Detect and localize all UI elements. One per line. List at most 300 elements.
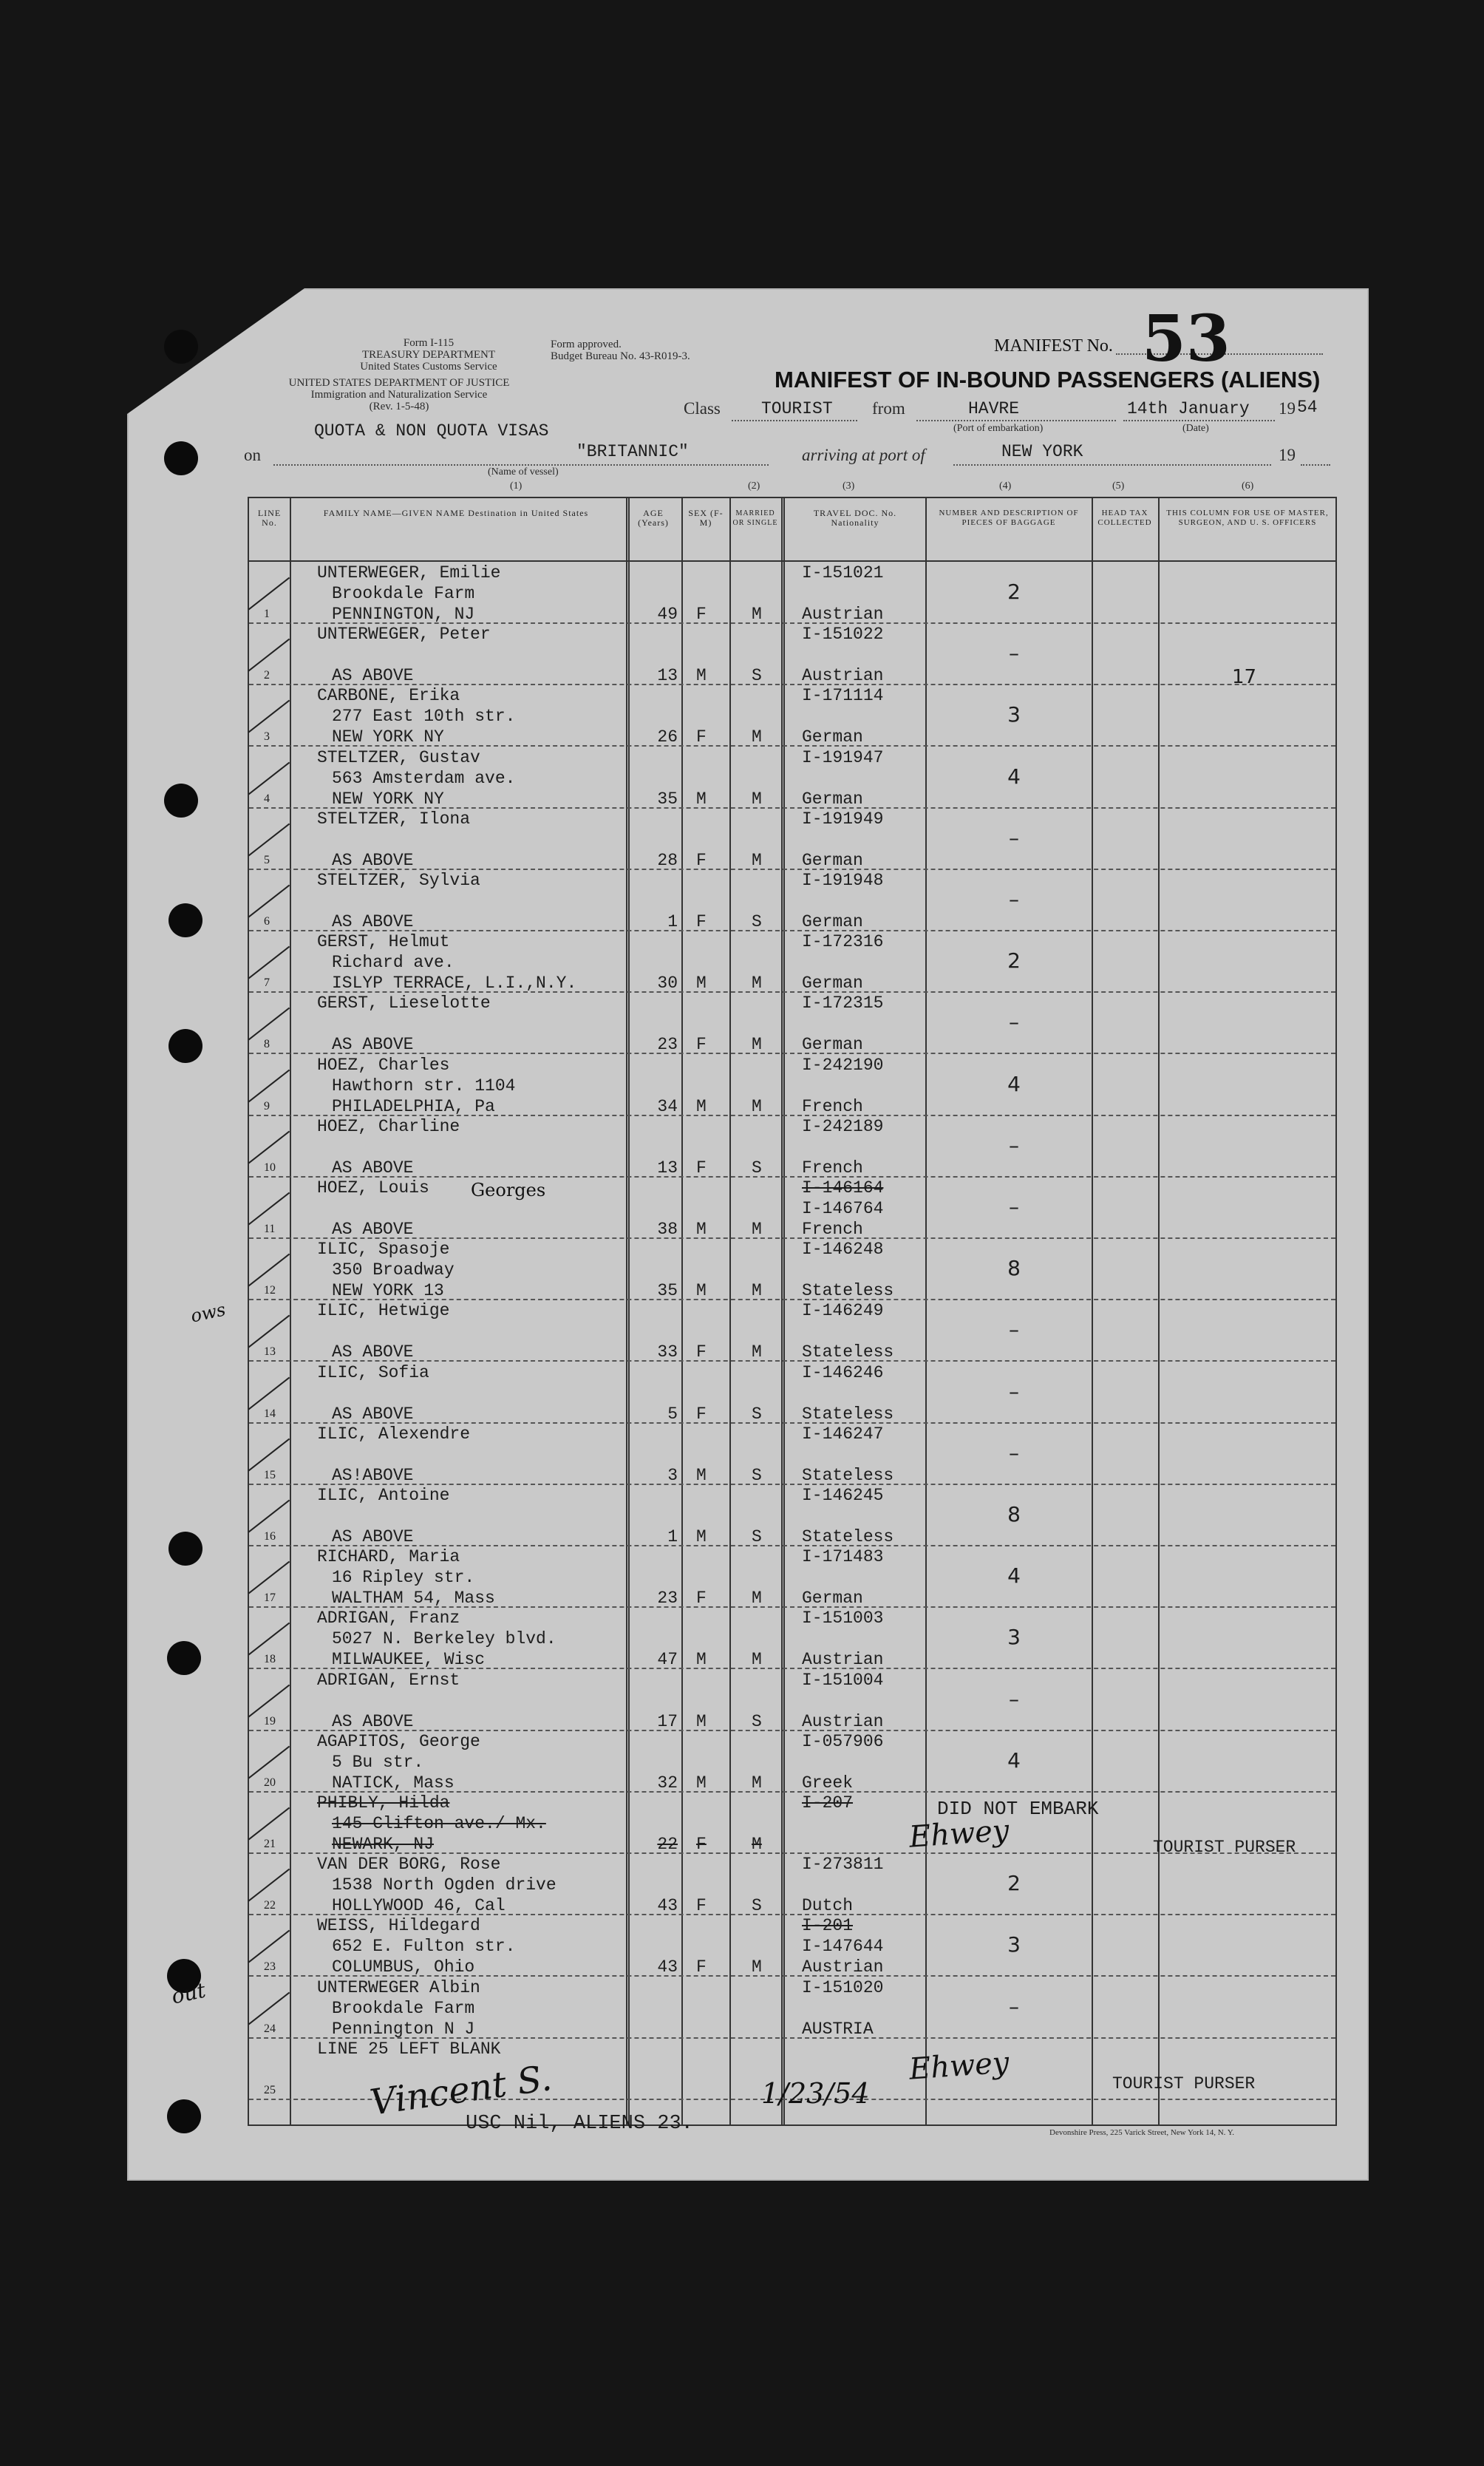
age-value: 35	[657, 1281, 678, 1301]
purser-title-2: TOURIST PURSER	[1112, 2074, 1256, 2093]
check-mark	[248, 639, 290, 672]
destination: NEW YORK 13	[332, 1281, 444, 1301]
line-number: 25	[264, 2083, 276, 2096]
form-revision: (Rev. 1-5-48)	[369, 401, 429, 412]
travel-doc-number-corrected: I-147644	[802, 1937, 884, 1957]
row-divider	[249, 684, 1335, 685]
marital-status: M	[752, 1650, 762, 1670]
sex-value: M	[696, 974, 707, 993]
check-mark	[248, 700, 290, 733]
binder-hole	[164, 784, 198, 818]
marital-status: M	[752, 1589, 762, 1609]
marital-status: S	[752, 912, 762, 931]
line-number: 5	[264, 853, 270, 866]
travel-doc-number: I-146246	[802, 1362, 884, 1382]
travel-doc-number: I-146245	[802, 1486, 884, 1505]
age-value: 43	[657, 1957, 678, 1977]
travel-doc-number: I-146248	[802, 1240, 884, 1260]
address-line: 563 Amsterdam ave.	[332, 768, 516, 788]
check-mark	[248, 823, 290, 856]
baggage-count: 8	[1007, 1502, 1021, 1526]
line-number: 2	[264, 669, 270, 682]
manifest-no-label: MANIFEST No.	[994, 336, 1113, 356]
baggage-count: 4	[1007, 1071, 1021, 1096]
age-value: 30	[657, 974, 678, 993]
check-mark	[248, 1623, 290, 1656]
destination: AS!ABOVE	[332, 1465, 414, 1485]
baggage-count: –	[1009, 1132, 1019, 1158]
passenger-name: RICHARD, Maria	[317, 1547, 460, 1567]
row-divider	[249, 1053, 1335, 1054]
age-value: 1	[667, 1527, 678, 1546]
check-mark	[248, 1930, 290, 1963]
passenger-name: ILIC, Antoine	[317, 1486, 450, 1505]
binder-hole	[167, 2099, 201, 2133]
col-age: AGE (Years)	[638, 508, 669, 528]
passenger-name: ADRIGAN, Franz	[317, 1609, 460, 1628]
table-row	[249, 1363, 1335, 1424]
nationality: German	[802, 727, 863, 747]
col-headtax: HEAD TAX COLLECTED	[1097, 509, 1152, 527]
row-divider	[249, 807, 1335, 809]
marital-status: M	[752, 1281, 762, 1301]
age-value: 28	[657, 850, 678, 870]
binder-hole	[169, 1029, 202, 1063]
marital-status: M	[752, 1957, 762, 1977]
row-divider	[249, 1914, 1335, 1915]
col-index-3: (3)	[843, 480, 855, 492]
nationality: Austrian	[802, 1711, 884, 1731]
destination: AS ABOVE	[332, 1158, 414, 1178]
line-number: 9	[264, 1099, 270, 1113]
nationality: Austrian	[802, 1650, 884, 1670]
marital-status: S	[752, 1711, 762, 1731]
travel-doc-number: I-151021	[802, 563, 884, 582]
destination: PENNINGTON, NJ	[332, 605, 475, 624]
destination: AS ABOVE	[332, 1035, 414, 1055]
nationality: Dutch	[802, 1896, 854, 1916]
passenger-name: UNTERWEGER, Peter	[317, 625, 491, 645]
binder-hole	[164, 441, 198, 475]
age-value: 3	[667, 1465, 678, 1485]
passenger-name: UNTERWEGER Albin	[317, 1977, 480, 1997]
nationality: German	[802, 1035, 863, 1055]
table-row	[249, 932, 1335, 993]
row-divider	[249, 2037, 1335, 2039]
row-divider	[249, 1422, 1335, 1424]
passenger-name: STELTZER, Ilona	[317, 809, 471, 829]
travel-doc-number: I-207	[802, 1793, 854, 1813]
travel-doc-number: I-146164	[802, 1178, 884, 1198]
marital-status: M	[752, 789, 762, 809]
col-line: LINE No.	[257, 508, 282, 528]
passenger-name: ILIC, Hetwige	[317, 1301, 450, 1321]
col-baggage: NUMBER AND DESCRIPTION OF PIECES OF BAGGAGE	[939, 509, 1079, 527]
age-value: 23	[657, 1035, 678, 1055]
ins-name: Immigration and Naturalization Service	[310, 389, 488, 401]
col-index-6: (6)	[1242, 480, 1254, 492]
line-number: 14	[264, 1407, 276, 1420]
table-row	[249, 871, 1335, 932]
sex-value: F	[696, 605, 707, 624]
usc-summary: USC Nil, ALIENS 23.	[466, 2113, 693, 2135]
age-value: 13	[657, 666, 678, 686]
travel-doc-number: I-146249	[802, 1301, 884, 1321]
passenger-name: LINE 25 LEFT BLANK	[317, 2039, 501, 2059]
passenger-name: ILIC, Sofia	[317, 1362, 429, 1382]
travel-doc-number: I-172316	[802, 932, 884, 952]
address-line: 5027 N. Berkeley blvd.	[332, 1629, 556, 1649]
baggage-count: –	[1009, 1440, 1019, 1465]
justice-header	[244, 377, 554, 412]
nationality: Stateless	[802, 1342, 894, 1362]
passenger-name: GERST, Lieselotte	[317, 993, 491, 1013]
binder-hole	[169, 1532, 202, 1566]
baggage-count: –	[1009, 1379, 1019, 1404]
address-line: Richard ave.	[332, 953, 455, 973]
sex-value: M	[696, 1220, 707, 1239]
nationality: Austrian	[802, 605, 884, 624]
baggage-count: 2	[1007, 1871, 1021, 1896]
check-mark	[248, 1869, 290, 1902]
binder-hole	[169, 903, 202, 937]
address-line: 652 E. Fulton str.	[332, 1937, 516, 1957]
nationality: German	[802, 912, 863, 931]
header-divider	[249, 560, 1335, 562]
line-number: 1	[264, 608, 270, 620]
form-number: Form I-115	[403, 337, 455, 349]
table-row	[249, 625, 1335, 689]
check-mark	[248, 1008, 290, 1041]
baggage-count: 8	[1007, 1256, 1021, 1281]
col-index-4: (4)	[999, 480, 1012, 492]
form-header-left	[347, 337, 510, 373]
row-divider	[249, 1730, 1335, 1731]
nationality: Stateless	[802, 1281, 894, 1301]
travel-doc-number: I-151020	[802, 1977, 884, 1997]
sex-value: M	[696, 1281, 707, 1301]
passenger-name: WEISS, Hildegard	[317, 1916, 480, 1936]
table-row	[249, 1486, 1335, 1547]
line-number: 24	[264, 2022, 276, 2035]
baggage-count: 3	[1007, 702, 1021, 727]
nationality: German	[802, 1589, 863, 1609]
marital-status: M	[752, 1035, 762, 1055]
year-value: 54	[1297, 398, 1318, 417]
marital-status: S	[752, 1158, 762, 1178]
line-number: 10	[264, 1161, 276, 1174]
class-line	[732, 420, 857, 421]
line-number: 20	[264, 1776, 276, 1789]
nationality: Austrian	[802, 666, 884, 686]
table-row	[249, 1671, 1335, 1732]
class-value: TOURIST	[761, 399, 833, 418]
sex-value: M	[696, 666, 707, 686]
check-mark	[248, 1130, 290, 1164]
sex-value: M	[696, 1527, 707, 1546]
handwritten-given-name: Georges	[471, 1180, 546, 1200]
travel-doc-number: I-242190	[802, 1055, 884, 1075]
table-row	[249, 1301, 1335, 1362]
age-value: 38	[657, 1220, 678, 1239]
col-doc: TRAVEL DOC. No. Nationality	[813, 508, 897, 528]
baggage-count: –	[1009, 1195, 1019, 1219]
address-line: Brookdale Farm	[332, 584, 475, 603]
line-number: 23	[264, 1960, 276, 1974]
line-number: 16	[264, 1530, 276, 1543]
baggage-count: 4	[1007, 1747, 1021, 1773]
margin-note: ows	[188, 1299, 228, 1327]
inspector-signature: Vincent S.	[367, 2057, 554, 2124]
baggage-count: 2	[1007, 948, 1021, 974]
year-prefix: 19	[1279, 399, 1296, 418]
embark-port: HAVRE	[968, 399, 1020, 418]
sex-value: M	[696, 1711, 707, 1731]
row-divider	[249, 1299, 1335, 1300]
treasury-dept: TREASURY DEPARTMENT	[361, 349, 496, 361]
table-row	[249, 1855, 1335, 1916]
sex-value: F	[696, 1896, 707, 1916]
line-number: 13	[264, 1345, 276, 1359]
travel-doc-number: I-171483	[802, 1547, 884, 1567]
row-divider	[249, 1360, 1335, 1362]
nationality: Austrian	[802, 1957, 884, 1977]
check-mark	[248, 1315, 290, 1348]
sex-value: F	[696, 1404, 707, 1424]
row-divider	[249, 745, 1335, 747]
table-row	[249, 809, 1335, 871]
margin-note: out	[169, 1977, 208, 2009]
table-row	[249, 1056, 1335, 1117]
travel-doc-number: I-171114	[802, 686, 884, 706]
age-value: 17	[657, 1711, 678, 1731]
nationality: Stateless	[802, 1527, 894, 1546]
age-value: 33	[657, 1342, 678, 1362]
line-number: 12	[264, 1284, 276, 1297]
age-value: 32	[657, 1773, 678, 1793]
check-mark	[248, 1745, 290, 1779]
age-value: 26	[657, 727, 678, 747]
age-value: 35	[657, 789, 678, 809]
travel-doc-number: I-201	[802, 1916, 854, 1936]
destination: NEW YORK NY	[332, 727, 444, 747]
marital-status: M	[752, 1096, 762, 1116]
check-mark	[248, 1500, 290, 1533]
passenger-name: HOEZ, Charles	[317, 1055, 450, 1075]
check-mark	[248, 761, 290, 795]
destination: AS ABOVE	[332, 1220, 414, 1239]
marital-status: M	[752, 1835, 762, 1854]
arrival-date: 14th January	[1127, 399, 1250, 418]
table-row	[249, 686, 1335, 747]
line-number: 11	[264, 1223, 276, 1235]
col-index-2: (2)	[748, 480, 760, 492]
travel-doc-number: I-191947	[802, 747, 884, 767]
address-line: 145 Clifton ave./ Mx.	[332, 1814, 546, 1833]
destination: AS ABOVE	[332, 666, 414, 686]
sex-value: F	[696, 1957, 707, 1977]
passenger-name: STELTZER, Gustav	[317, 747, 480, 767]
sex-value: M	[696, 1773, 707, 1793]
nationality: German	[802, 974, 863, 993]
baggage-count: 2	[1007, 580, 1021, 604]
address-line: Hawthorn str. 1104	[332, 1076, 516, 1096]
vessel-caption: (Name of vessel)	[488, 466, 559, 478]
table-row	[249, 1117, 1335, 1178]
arrival-year-line	[1301, 464, 1330, 466]
col-name: FAMILY NAME—GIVEN NAME Destination in United States	[323, 508, 589, 518]
age-value: 23	[657, 1589, 678, 1609]
binder-hole	[164, 330, 198, 364]
destination: AS ABOVE	[332, 1527, 414, 1546]
address-line: 350 Broadway	[332, 1260, 455, 1280]
travel-doc-number-corrected: I-146764	[802, 1199, 884, 1218]
line-number: 15	[264, 1468, 276, 1481]
address-line: 16 Ripley str.	[332, 1568, 475, 1588]
binder-hole	[167, 1641, 201, 1675]
arriving-label: arriving at port of	[802, 446, 925, 464]
check-mark	[248, 1561, 290, 1594]
check-mark	[248, 1192, 290, 1226]
passenger-name: AGAPITOS, George	[317, 1731, 480, 1751]
destination: NEWARK, NJ	[332, 1835, 435, 1854]
marital-status: S	[752, 1404, 762, 1424]
row-divider	[249, 1176, 1335, 1178]
arrival-line	[953, 464, 1271, 466]
sex-value: F	[696, 850, 707, 870]
passenger-name: CARBONE, Erika	[317, 686, 460, 706]
from-label: from	[872, 399, 905, 418]
check-mark	[248, 1991, 290, 2025]
baggage-count: –	[1009, 1317, 1019, 1342]
passenger-name: HOEZ, Charline	[317, 1116, 460, 1136]
baggage-count: 3	[1007, 1932, 1021, 1957]
table-row	[249, 1609, 1335, 1670]
sex-value: F	[696, 1835, 707, 1854]
passenger-table	[248, 497, 1337, 2126]
passenger-name: ILIC, Spasoje	[317, 1240, 450, 1260]
line-number: 22	[264, 1899, 276, 1912]
marital-status: S	[752, 1465, 762, 1485]
travel-doc-number: I-146247	[802, 1424, 884, 1444]
justice-dept: UNITED STATES DEPARTMENT OF JUSTICE	[288, 377, 510, 389]
sex-value: F	[696, 1035, 707, 1055]
col-married: MARRIED OR SINGLE	[732, 509, 778, 527]
destination: Pennington N J	[332, 2019, 475, 2039]
line-number: 18	[264, 1653, 276, 1666]
check-mark	[248, 1438, 290, 1471]
line-number: 19	[264, 1714, 276, 1728]
date-line	[1123, 420, 1275, 421]
vessel-line	[273, 464, 769, 466]
nationality: German	[802, 789, 863, 809]
nationality: Stateless	[802, 1465, 894, 1485]
line-number: 6	[264, 915, 270, 928]
address-line: 1538 North Ogden drive	[332, 1875, 556, 1895]
baggage-count: 4	[1007, 1563, 1021, 1589]
class-label: Class	[684, 399, 721, 418]
row-divider	[249, 1545, 1335, 1546]
destination: NATICK, Mass	[332, 1773, 455, 1793]
destination: AS ABOVE	[332, 1404, 414, 1424]
sex-value: M	[696, 1465, 707, 1485]
address-line: Brookdale Farm	[332, 1998, 475, 2018]
destination: AS ABOVE	[332, 1711, 414, 1731]
arrival-port: NEW YORK	[1001, 442, 1083, 461]
baggage-count: –	[1009, 1010, 1019, 1035]
destination: AS ABOVE	[332, 912, 414, 931]
baggage-count: –	[1009, 825, 1019, 850]
destination: AS ABOVE	[332, 850, 414, 870]
nationality: French	[802, 1158, 863, 1178]
check-mark	[248, 1376, 290, 1410]
embark-line	[916, 420, 1116, 421]
table-row	[249, 748, 1335, 809]
destination: NEW YORK NY	[332, 789, 444, 809]
baggage-count: –	[1009, 887, 1019, 911]
row-divider	[249, 1668, 1335, 1669]
baggage-count: 3	[1007, 1625, 1021, 1650]
col-index-5: (5)	[1112, 480, 1125, 492]
age-value: 1	[667, 912, 678, 931]
baggage-count: –	[1009, 641, 1019, 666]
travel-doc-number: I-057906	[802, 1731, 884, 1751]
travel-doc-number: I-172315	[802, 993, 884, 1013]
table-row	[249, 563, 1335, 625]
on-label: on	[244, 446, 261, 464]
destination: AS ABOVE	[332, 1342, 414, 1362]
passenger-name: STELTZER, Sylvia	[317, 871, 480, 890]
nationality: French	[802, 1220, 863, 1239]
address-line: 277 East 10th str.	[332, 707, 516, 727]
table-row	[249, 1178, 1335, 1240]
row-divider	[249, 991, 1335, 993]
table-row	[249, 1978, 1335, 2039]
sex-value: F	[696, 1589, 707, 1609]
vessel-name: "BRITANNIC"	[576, 442, 689, 461]
manifest-number: 53	[1142, 302, 1231, 376]
row-divider	[249, 1237, 1335, 1239]
check-mark	[248, 885, 290, 918]
travel-doc-number: I-151022	[802, 625, 884, 645]
row-divider	[249, 930, 1335, 931]
line-number: 3	[264, 730, 270, 744]
row-divider	[249, 622, 1335, 624]
travel-doc-number: I-273811	[802, 1855, 884, 1875]
sex-value: M	[696, 789, 707, 809]
nationality: Greek	[802, 1773, 854, 1793]
nationality: AUSTRIA	[802, 2019, 874, 2039]
quota-note: QUOTA & NON QUOTA VISAS	[314, 421, 549, 441]
row-divider	[249, 1606, 1335, 1608]
destination: ISLYP TERRACE, L.I.,N.Y.	[332, 974, 577, 993]
check-mark	[248, 1254, 290, 1287]
check-mark	[248, 577, 290, 611]
marital-status: M	[752, 605, 762, 624]
marital-status: M	[752, 974, 762, 993]
destination: COLUMBUS, Ohio	[332, 1957, 475, 1977]
age-value: 43	[657, 1896, 678, 1916]
travel-doc-number: I-151003	[802, 1609, 884, 1628]
did-not-embark-note: DID NOT EMBARK	[937, 1798, 1099, 1820]
sex-value: F	[696, 1158, 707, 1178]
travel-doc-number: I-151004	[802, 1670, 884, 1690]
check-mark	[248, 946, 290, 979]
destination: WALTHAM 54, Mass	[332, 1589, 495, 1609]
purser-signature-1: Ehwey	[908, 1813, 1010, 1855]
check-mark	[248, 1807, 290, 1841]
age-value: 13	[657, 1158, 678, 1178]
